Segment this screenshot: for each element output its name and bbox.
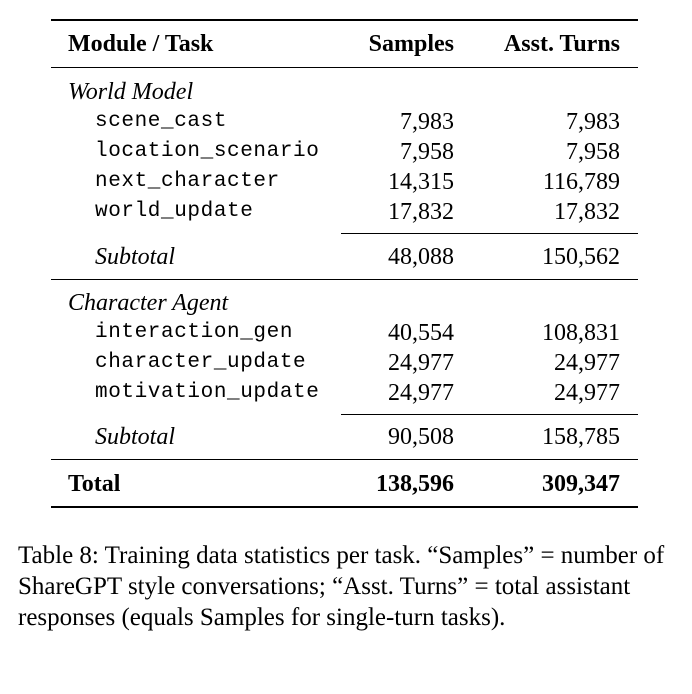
samples-interaction-gen: 40,554: [388, 320, 454, 346]
subtotal-turns-world-model: 150,562: [542, 244, 620, 270]
subtotal-label-world-model: Subtotal: [95, 244, 176, 270]
table-caption: Table 8: Training data statistics per task. “Samples” = number of ShareGPT style conversations; “Asst. Turns” = total assistant responses (equals Samples for single-turn tasks).: [18, 542, 665, 631]
subtotal-label-character-agent: Subtotal: [95, 424, 176, 450]
turns-motivation-update: 24,977: [554, 380, 620, 406]
task-character-update: character_update: [95, 351, 307, 374]
world-model-subtotal-rule: [341, 233, 638, 234]
samples-scene-cast: 7,983: [400, 109, 454, 135]
task-world-update: world_update: [95, 200, 254, 223]
subtotal-samples-character-agent: 90,508: [388, 424, 454, 450]
samples-motivation-update: 24,977: [388, 380, 454, 406]
samples-character-update: 24,977: [388, 350, 454, 376]
subtotal-samples-world-model: 48,088: [388, 244, 454, 270]
task-next-character: next_character: [95, 170, 280, 193]
header-rule: [51, 67, 638, 68]
header-samples: Samples: [368, 31, 454, 57]
turns-location-scenario: 7,958: [566, 139, 620, 165]
samples-next-character: 14,315: [388, 169, 454, 195]
turns-scene-cast: 7,983: [566, 109, 620, 135]
section-rule: [51, 279, 638, 280]
total-turns: 309,347: [542, 471, 620, 497]
samples-world-update: 17,832: [388, 199, 454, 225]
header-asst-turns: Asst. Turns: [503, 31, 620, 57]
header-module-task: Module / Task: [68, 31, 214, 57]
total-label: Total: [68, 471, 121, 497]
turns-next-character: 116,789: [542, 169, 620, 195]
subtotal-turns-character-agent: 158,785: [542, 424, 620, 450]
bottom-rule: [51, 506, 638, 508]
task-location-scenario: location_scenario: [95, 140, 320, 163]
total-rule: [51, 459, 638, 460]
section-title-world-model: World Model: [68, 79, 194, 105]
turns-character-update: 24,977: [554, 350, 620, 376]
turns-world-update: 17,832: [554, 199, 620, 225]
section-title-character-agent: Character Agent: [68, 290, 229, 316]
character-agent-subtotal-rule: [341, 414, 638, 415]
task-motivation-update: motivation_update: [95, 381, 320, 404]
samples-location-scenario: 7,958: [400, 139, 454, 165]
task-scene-cast: scene_cast: [95, 110, 228, 133]
top-rule: [51, 19, 638, 21]
turns-interaction-gen: 108,831: [542, 320, 620, 346]
total-samples: 138,596: [376, 471, 454, 497]
task-interaction-gen: interaction_gen: [95, 321, 294, 344]
